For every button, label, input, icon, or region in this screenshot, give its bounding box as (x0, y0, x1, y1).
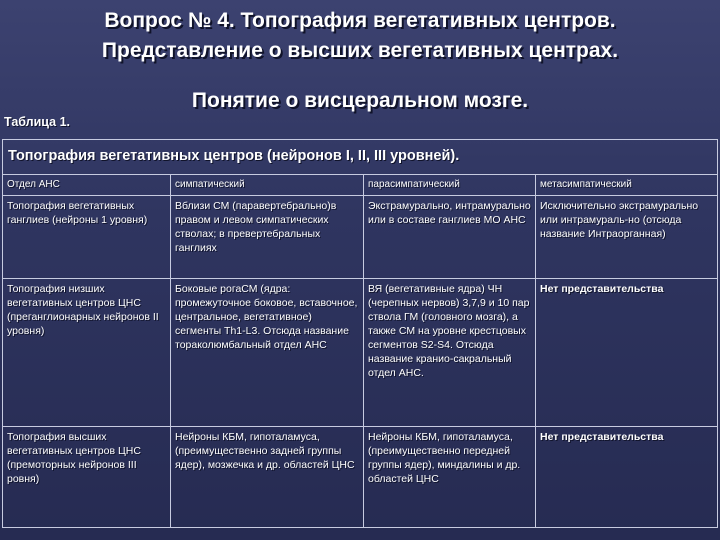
table-row (3, 279, 718, 427)
table-caption: Таблица 1. (4, 115, 70, 129)
table-cell: Боковые рогаСМ (ядра: промежуточное боковое, вставочное, центральное, вегетативное) сегменты Th1-L3. Отсюда название тораколюмбальный отдел АНС (171, 279, 364, 427)
table-cell: Нейроны КБМ, гипоталамуса, (преимущественно передней группы ядер), миндалины и др. областей ЦНС (364, 427, 536, 528)
title-line-1: Вопрос № 4. Топография вегетативных центров. (104, 9, 616, 32)
table-cell: Экстрамурально, интрамурально или в составе ганглиев МО АНС (364, 196, 536, 279)
column-header: Отдел АНС (3, 175, 171, 196)
table-row (3, 427, 718, 528)
table-cell: Топография низших вегетативных центров ЦНС (преганглионарных нейронов II уровня) (3, 279, 171, 427)
table-row (3, 196, 718, 279)
slide-title (10, 6, 710, 116)
table-cell: Топография высших вегетативных центров ЦНС (премоторных нейронов III ровня) (3, 427, 171, 528)
table-header: Топография вегетативных центров (нейронов I, II, III уровней). (3, 140, 718, 175)
table-cell: Вблизи СМ (паравертебрально)в правом и левом симпатических стволах; в превертебральных ганглиях (171, 196, 364, 279)
title-line-3: Понятие о висцеральном мозге. (191, 89, 529, 112)
table-header-row (3, 140, 718, 175)
table-cell: Исключительно экстрамурально или интрамураль-но (отсюда название Интраорганная) (536, 196, 718, 279)
table-cell: Нет представительства (536, 279, 718, 427)
table-cell: Топография вегетативных ганглиев (нейроны 1 уровня) (3, 196, 171, 279)
title-line-2: Представление о высших вегетативных центрах. (101, 39, 619, 62)
column-header-row (3, 175, 718, 196)
column-header: симпатический (171, 175, 364, 196)
table-cell: ВЯ (вегетативные ядра) ЧН (черепных нервов) 3,7,9 и 10 пар ствола ГМ (головного мозга), а также СМ на уровне крестцовых сегментов S2-S4. Отсюда название кранио-сакральный отдел АНС. (364, 279, 536, 427)
table-cell: Нейроны КБМ, гипоталамуса, (преимущественно задней группы ядер), мозжечка и др. областей ЦНС (171, 427, 364, 528)
column-header: парасимпатический (364, 175, 536, 196)
table-cell: Нет представительства (536, 427, 718, 528)
topography-table (2, 139, 718, 528)
column-header: метасимпатический (536, 175, 718, 196)
